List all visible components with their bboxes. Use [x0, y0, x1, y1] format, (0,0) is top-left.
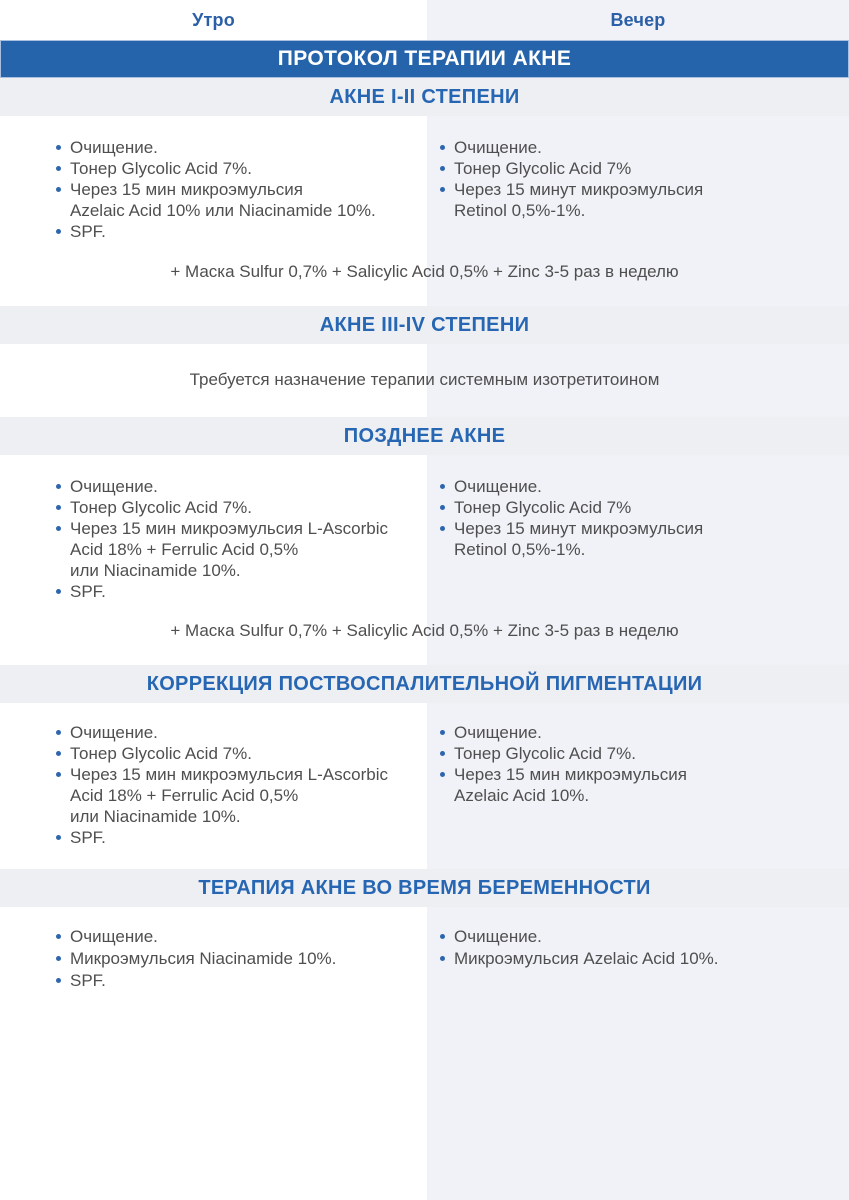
column-header-evening: [427, 0, 849, 40]
list-item-line: SPF.: [70, 222, 106, 241]
section-title: АКНЕ I-II СТЕПЕНИ: [329, 85, 520, 108]
pigmentation-morning-list: [56, 722, 426, 848]
list-item-line: Тонер Glycolic Acid 7%.: [70, 498, 252, 517]
acne-1-2-evening-list: [440, 137, 835, 221]
list-item-line: или Niacinamide 10%.: [70, 561, 241, 580]
section-title: ПОЗДНЕЕ АКНЕ: [343, 424, 506, 447]
mask-note: + Маска Sulfur 0,7% + Salicylic Acid 0,5% + Zinc 3-5 раз в неделю: [170, 621, 679, 640]
list-item-line: Тонер Glycolic Acid 7%: [454, 159, 632, 178]
list-item-line: Azelaic Acid 10%.: [454, 786, 590, 805]
list-item-line: SPF.: [70, 971, 106, 990]
list-item-line: Тонер Glycolic Acid 7%.: [70, 744, 252, 763]
list-item: [56, 179, 426, 221]
mask-note: + Маска Sulfur 0,7% + Salicylic Acid 0,5% + Zinc 3-5 раз в неделю: [170, 262, 679, 281]
list-item: [56, 221, 426, 242]
pregnancy-morning-list: [56, 926, 426, 992]
section-band-acne-3-4: [0, 306, 849, 344]
list-item-line: Через 15 минут микроэмульсия: [454, 519, 704, 538]
list-item-line: или Niacinamide 10%.: [70, 807, 241, 826]
list-item-line: Через 15 мин микроэмульсия: [70, 180, 303, 199]
list-item: [440, 948, 835, 970]
evening-label: Вечер: [610, 9, 666, 30]
list-item: [56, 743, 426, 764]
section-band-acne-1-2: [0, 78, 849, 116]
list-item-line: Через 15 мин микроэмульсия L-Ascorbic: [70, 765, 388, 784]
section-band-late-acne: [0, 417, 849, 455]
page-title: ПРОТОКОЛ ТЕРАПИИ АКНЕ: [277, 47, 572, 70]
list-item-line: Очищение.: [454, 927, 542, 946]
late-acne-evening-list: [440, 476, 835, 560]
list-item-line: Через 15 мин микроэмульсия L-Ascorbic: [70, 519, 388, 538]
section-band-pigmentation: [0, 665, 849, 703]
list-item-line: Тонер Glycolic Acid 7%.: [70, 159, 252, 178]
list-item: [440, 764, 835, 806]
list-item-line: Тонер Glycolic Acid 7%: [454, 498, 632, 517]
list-item: [56, 926, 426, 948]
list-item-line: Acid 18% + Ferrulic Acid 0,5%: [70, 540, 299, 559]
section-title: ТЕРАПИЯ АКНЕ ВО ВРЕМЯ БЕРЕМЕННОСТИ: [198, 876, 651, 899]
list-item: [440, 722, 835, 743]
list-item-line: Очищение.: [70, 477, 158, 496]
list-item-line: Azelaic Acid 10% или Niacinamide 10%.: [70, 201, 376, 220]
list-item: [440, 518, 835, 560]
list-item: [440, 158, 835, 179]
document-title-banner: [0, 40, 849, 78]
list-item: [56, 158, 426, 179]
list-item: [56, 722, 426, 743]
list-item-line: SPF.: [70, 582, 106, 601]
list-item-line: Микроэмульсия Azelaic Acid 10%.: [454, 949, 719, 968]
list-item-line: Очищение.: [454, 138, 542, 157]
list-item-line: Через 15 мин микроэмульсия: [454, 765, 687, 784]
list-item-line: Тонер Glycolic Acid 7%.: [454, 744, 636, 763]
list-item: [440, 179, 835, 221]
list-item: [56, 476, 426, 497]
list-item-line: Очищение.: [70, 927, 158, 946]
list-item-line: Очищение.: [70, 138, 158, 157]
list-item-line: SPF.: [70, 828, 106, 847]
list-item: [56, 518, 426, 581]
list-item-line: Очищение.: [454, 723, 542, 742]
list-item: [56, 581, 426, 602]
list-item-line: Микроэмульсия Niacinamide 10%.: [70, 949, 337, 968]
pigmentation-evening-list: [440, 722, 835, 806]
list-item: [56, 497, 426, 518]
section-title: КОРРЕКЦИЯ ПОСТВОСПАЛИТЕЛЬНОЙ ПИГМЕНТАЦИИ: [146, 672, 703, 695]
list-item-line: Retinol 0,5%-1%.: [454, 540, 586, 559]
list-item: [440, 926, 835, 948]
pregnancy-evening-list: [440, 926, 835, 970]
systemic-therapy-message: Требуется назначение терапии системным изотретитоином: [189, 370, 660, 389]
list-item: [56, 764, 426, 827]
list-item-line: Очищение.: [454, 477, 542, 496]
list-item-line: Через 15 минут микроэмульсия: [454, 180, 704, 199]
section-band-pregnancy: [0, 869, 849, 907]
list-item: [56, 948, 426, 970]
list-item: [440, 137, 835, 158]
list-item-line: Retinol 0,5%-1%.: [454, 201, 586, 220]
list-item: [440, 497, 835, 518]
acne-1-2-morning-list: [56, 137, 426, 242]
list-item: [56, 970, 426, 992]
column-header-morning: [0, 0, 427, 40]
list-item: [440, 476, 835, 497]
list-item: [56, 827, 426, 848]
list-item: [440, 743, 835, 764]
morning-label: Утро: [192, 9, 235, 30]
list-item-line: Acid 18% + Ferrulic Acid 0,5%: [70, 786, 299, 805]
list-item-line: Очищение.: [70, 723, 158, 742]
list-item: [56, 137, 426, 158]
late-acne-morning-list: [56, 476, 426, 602]
section-title: АКНЕ III-IV СТЕПЕНИ: [319, 313, 530, 336]
